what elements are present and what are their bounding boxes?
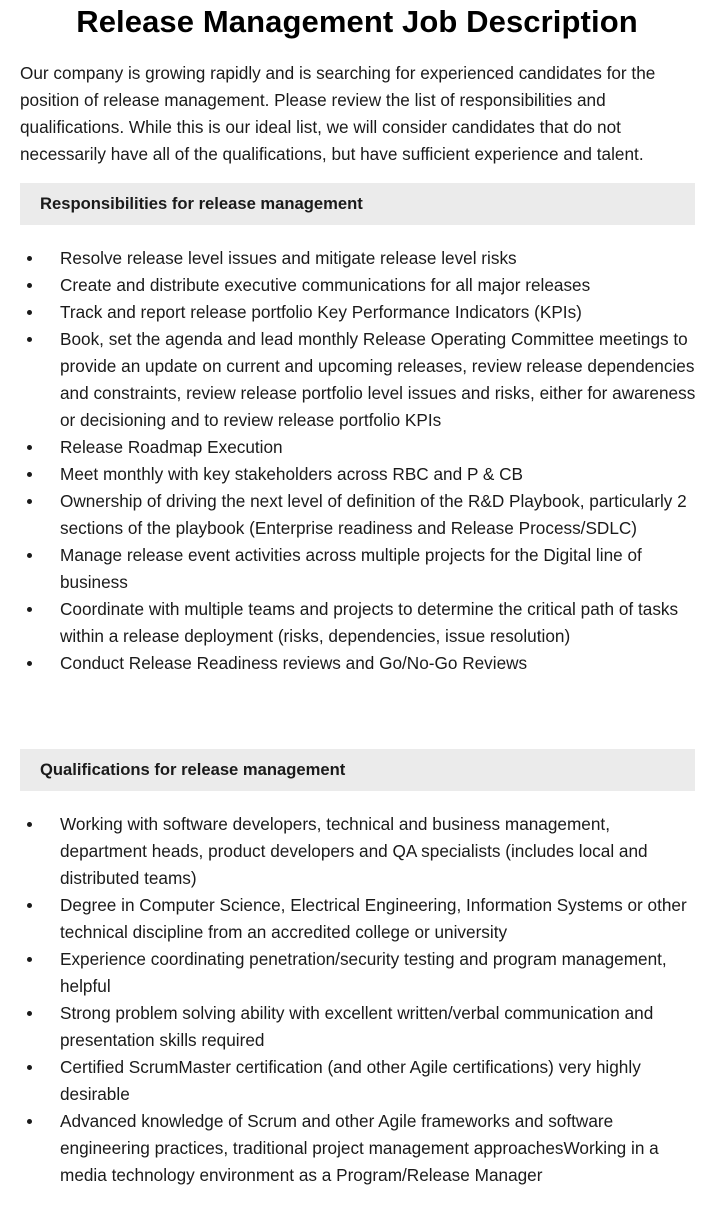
bullet-icon: [27, 553, 32, 558]
list-item: Manage release event activities across multiple projects for the Digital line of business: [60, 542, 700, 596]
bullet-icon: [27, 472, 32, 477]
list-item: Coordinate with multiple teams and projects to determine the critical path of tasks within a release deployment (risks, dependencies, issue resolution): [60, 596, 700, 650]
list-item: Strong problem solving ability with excellent written/verbal communication and presentation skills required: [60, 1000, 700, 1054]
list-item: Working with software developers, technical and business management, department heads, product developers and QA specialists (includes local and distributed teams): [60, 811, 700, 892]
responsibilities-heading: Responsibilities for release management: [20, 183, 695, 225]
qualifications-list: [20, 811, 700, 1189]
bullet-icon: [27, 1065, 32, 1070]
bullet-icon: [27, 903, 32, 908]
list-item: Create and distribute executive communications for all major releases: [60, 272, 700, 299]
bullet-icon: [27, 607, 32, 612]
bullet-icon: [27, 661, 32, 666]
list-item: Ownership of driving the next level of definition of the R&D Playbook, particularly 2 sections of the playbook (Enterprise readiness and Release Process/SDLC): [60, 488, 700, 542]
page-title: Release Management Job Description: [76, 4, 638, 39]
list-item: Conduct Release Readiness reviews and Go/No-Go Reviews: [60, 650, 700, 677]
qualifications-heading: Qualifications for release management: [20, 749, 695, 791]
bullet-icon: [27, 283, 32, 288]
list-item: Track and report release portfolio Key Performance Indicators (KPIs): [60, 299, 700, 326]
bullet-icon: [27, 337, 32, 342]
bullet-icon: [27, 822, 32, 827]
bullet-icon: [27, 499, 32, 504]
list-item: Meet monthly with key stakeholders across RBC and P & CB: [60, 461, 700, 488]
bullet-icon: [27, 1011, 32, 1016]
responsibilities-list: [20, 245, 700, 677]
list-item: Degree in Computer Science, Electrical Engineering, Information Systems or other technical discipline from an accredited college or university: [60, 892, 700, 946]
list-item: Book, set the agenda and lead monthly Release Operating Committee meetings to provide an update on current and upcoming releases, review release dependencies and constraints, review release portfolio level issues and risks, either for awareness or decisioning and to review release portfolio KPIs: [60, 326, 700, 434]
list-item: Resolve release level issues and mitigate release level risks: [60, 245, 700, 272]
bullet-icon: [27, 310, 32, 315]
list-item: Experience coordinating penetration/security testing and program management, helpful: [60, 946, 700, 1000]
bullet-icon: [27, 957, 32, 962]
list-item: Certified ScrumMaster certification (and other Agile certifications) very highly desirable: [60, 1054, 700, 1108]
bullet-icon: [27, 1119, 32, 1124]
intro-paragraph: Our company is growing rapidly and is searching for experienced candidates for the position of release management. Please review the list of responsibilities and qualifications. While this is our ideal list, we will consider candidates that do not necessarily have all of the qualifications, but have sufficient experience and talent.: [20, 63, 656, 164]
list-item: Release Roadmap Execution: [60, 434, 700, 461]
bullet-icon: [27, 256, 32, 261]
list-item: Advanced knowledge of Scrum and other Agile frameworks and software engineering practices, traditional project management approachesWorking in a media technology environment as a Program/Release Manager: [60, 1108, 700, 1189]
bullet-icon: [27, 445, 32, 450]
